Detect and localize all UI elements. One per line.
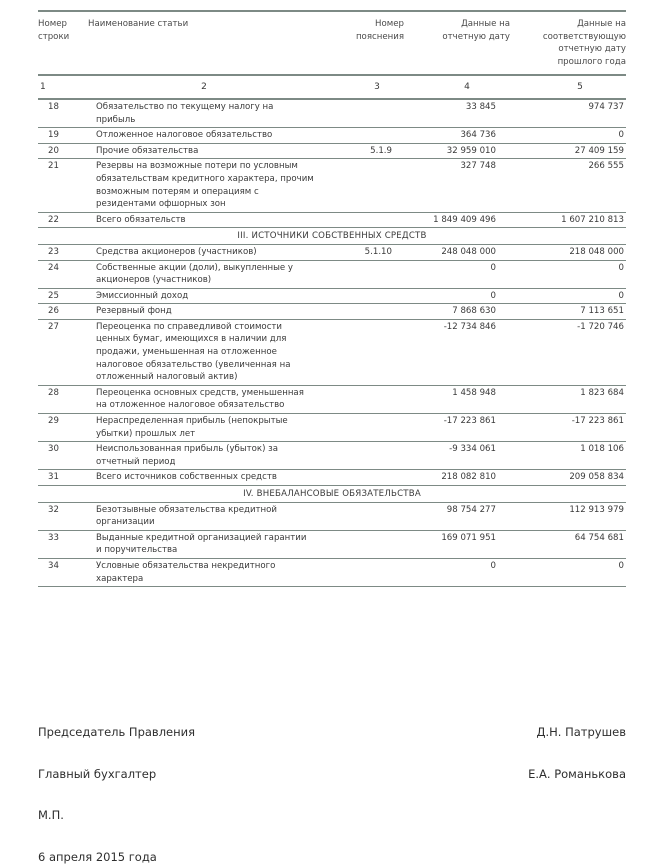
row-number: 18 (38, 99, 88, 128)
row-number: 34 (38, 558, 88, 586)
column-number: 5 (510, 75, 626, 99)
header-line: отчетную дату (442, 31, 510, 42)
row-number: 20 (38, 143, 88, 159)
row-note (320, 304, 404, 320)
table-row (38, 414, 626, 442)
signature-chairman (38, 725, 626, 741)
column-number: 4 (404, 75, 510, 99)
row-note: 5.1.10 (320, 244, 404, 260)
signature-accountant (38, 767, 626, 783)
header-previous-data (510, 11, 626, 75)
row-previous: 7 113 651 (510, 304, 626, 320)
row-note (320, 288, 404, 304)
row-number: 31 (38, 470, 88, 486)
header-row-number (38, 11, 88, 75)
document-date (38, 850, 626, 866)
row-previous: 0 (510, 260, 626, 288)
row-note (320, 502, 404, 530)
row-number: 32 (38, 502, 88, 530)
table-row (38, 319, 626, 385)
row-name: Переоценка основных средств, уменьшенная на отложенное налоговое обязательство (88, 385, 320, 413)
row-previous: -17 223 861 (510, 414, 626, 442)
row-name: Нераспределенная прибыль (непокрытые убытки) прошлых лет (88, 414, 320, 442)
header-line: пояснения (355, 31, 404, 42)
row-name: Обязательство по текущему налогу на прибыль (88, 99, 320, 128)
row-current: 1 849 409 496 (404, 212, 510, 228)
table-row (38, 470, 626, 486)
row-name: Условные обязательства некредитного характера (88, 558, 320, 586)
header-item-name: Наименование статьи (88, 11, 320, 75)
row-number: 29 (38, 414, 88, 442)
table-row (38, 128, 626, 144)
table-row (38, 502, 626, 530)
column-number: 2 (88, 75, 320, 99)
header-line: Данные на (461, 19, 510, 29)
row-name: Резервный фонд (88, 304, 320, 320)
date-text: 6 апреля 2015 года (38, 850, 157, 864)
row-current: 0 (404, 260, 510, 288)
row-previous: 266 555 (510, 159, 626, 212)
row-previous: 0 (510, 128, 626, 144)
row-note (320, 414, 404, 442)
row-number: 27 (38, 319, 88, 385)
table-row (38, 212, 626, 228)
row-current: -12 734 846 (404, 319, 510, 385)
row-current: 327 748 (404, 159, 510, 212)
table-row (38, 442, 626, 470)
table-row (38, 99, 626, 128)
row-note (320, 530, 404, 558)
row-current: 7 868 630 (404, 304, 510, 320)
row-number: 23 (38, 244, 88, 260)
header-note-number (320, 11, 404, 75)
row-name: Неиспользованная прибыль (убыток) за отчетный период (88, 442, 320, 470)
row-current: 0 (404, 288, 510, 304)
row-name: Эмиссионный доход (88, 288, 320, 304)
row-name: Собственные акции (доли), выкупленные у акционеров (участников) (88, 260, 320, 288)
section-header-off-balance (38, 486, 626, 503)
row-current: 364 736 (404, 128, 510, 144)
table-row (38, 159, 626, 212)
table-row (38, 260, 626, 288)
balance-sheet-page (38, 10, 626, 587)
row-current: -17 223 861 (404, 414, 510, 442)
row-previous: 1 018 106 (510, 442, 626, 470)
balance-sheet-table (38, 10, 626, 587)
row-current: 169 071 951 (404, 530, 510, 558)
row-note (320, 260, 404, 288)
row-current: 248 048 000 (404, 244, 510, 260)
chairman-title: Председатель Правления (38, 725, 196, 739)
row-number: 33 (38, 530, 88, 558)
header-line: строки (38, 31, 70, 42)
row-note (320, 558, 404, 586)
row-current: 33 845 (404, 99, 510, 128)
row-number: 21 (38, 159, 88, 212)
column-numbers-row (38, 75, 626, 99)
row-previous: 974 737 (510, 99, 626, 128)
row-current: 1 458 948 (404, 385, 510, 413)
row-number: 19 (38, 128, 88, 144)
table-header-row (38, 11, 626, 75)
row-name: Всего обязательств (88, 212, 320, 228)
header-line: Данные на (577, 19, 626, 29)
row-number: 30 (38, 442, 88, 470)
row-previous: 112 913 979 (510, 502, 626, 530)
row-name: Безотзывные обязательства кредитной организации (88, 502, 320, 530)
row-current: 218 082 810 (404, 470, 510, 486)
header-line: прошлого года (557, 56, 626, 67)
row-note (320, 442, 404, 470)
row-name: Выданные кредитной организацией гарантии и поручительства (88, 530, 320, 558)
header-line: отчетную дату (558, 44, 626, 55)
row-current: 98 754 277 (404, 502, 510, 530)
row-previous: 27 409 159 (510, 143, 626, 159)
table-row (38, 385, 626, 413)
column-number: 3 (320, 75, 404, 99)
row-previous: 0 (510, 288, 626, 304)
table-row (38, 288, 626, 304)
column-number: 1 (38, 75, 88, 99)
row-previous: 218 048 000 (510, 244, 626, 260)
row-note (320, 319, 404, 385)
row-note (320, 212, 404, 228)
header-line: соответствующую (542, 31, 626, 42)
chairman-name: Д.Н. Патрушев (536, 725, 626, 739)
table-row (38, 143, 626, 159)
table-row (38, 304, 626, 320)
section-title: III. ИСТОЧНИКИ СОБСТВЕННЫХ СРЕДСТВ (38, 228, 626, 245)
row-previous: -1 720 746 (510, 319, 626, 385)
table-row (38, 558, 626, 586)
stamp-place (38, 808, 626, 824)
row-number: 24 (38, 260, 88, 288)
row-current: 0 (404, 558, 510, 586)
stamp-label: М.П. (38, 808, 64, 822)
table-row (38, 530, 626, 558)
row-note (320, 128, 404, 144)
row-name: Отложенное налоговое обязательство (88, 128, 320, 144)
header-line: Номер (375, 19, 404, 29)
row-note (320, 99, 404, 128)
row-current: 32 959 010 (404, 143, 510, 159)
row-number: 26 (38, 304, 88, 320)
row-previous: 1 823 684 (510, 385, 626, 413)
row-name: Средства акционеров (участников) (88, 244, 320, 260)
accountant-name: Е.А. Романькова (528, 767, 626, 781)
section-header-equity (38, 228, 626, 245)
row-name: Прочие обязательства (88, 143, 320, 159)
row-previous: 1 607 210 813 (510, 212, 626, 228)
row-note (320, 470, 404, 486)
row-number: 25 (38, 288, 88, 304)
row-previous: 64 754 681 (510, 530, 626, 558)
table-row (38, 244, 626, 260)
row-current: -9 334 061 (404, 442, 510, 470)
row-number: 28 (38, 385, 88, 413)
row-name: Резервы на возможные потери по условным обязательствам кредитного характера, прочим возможным потерям и операциям с резидентами офшорных зон (88, 159, 320, 212)
row-previous: 209 058 834 (510, 470, 626, 486)
row-previous: 0 (510, 558, 626, 586)
row-name: Переоценка по справедливой стоимости ценных бумаг, имеющихся в наличии для продажи, уменьшенная на отложенное налоговое обязательство (увеличенная на отложенный налоговый актив) (88, 319, 320, 385)
accountant-title: Главный бухгалтер (38, 767, 157, 781)
section-title: IV. ВНЕБАЛАНСОВЫЕ ОБЯЗАТЕЛЬСТВА (38, 486, 626, 503)
row-name: Всего источников собственных средств (88, 470, 320, 486)
header-current-data (404, 11, 510, 75)
row-number: 22 (38, 212, 88, 228)
row-note: 5.1.9 (320, 143, 404, 159)
header-line: Номер (38, 19, 67, 29)
row-note (320, 385, 404, 413)
row-note (320, 159, 404, 212)
